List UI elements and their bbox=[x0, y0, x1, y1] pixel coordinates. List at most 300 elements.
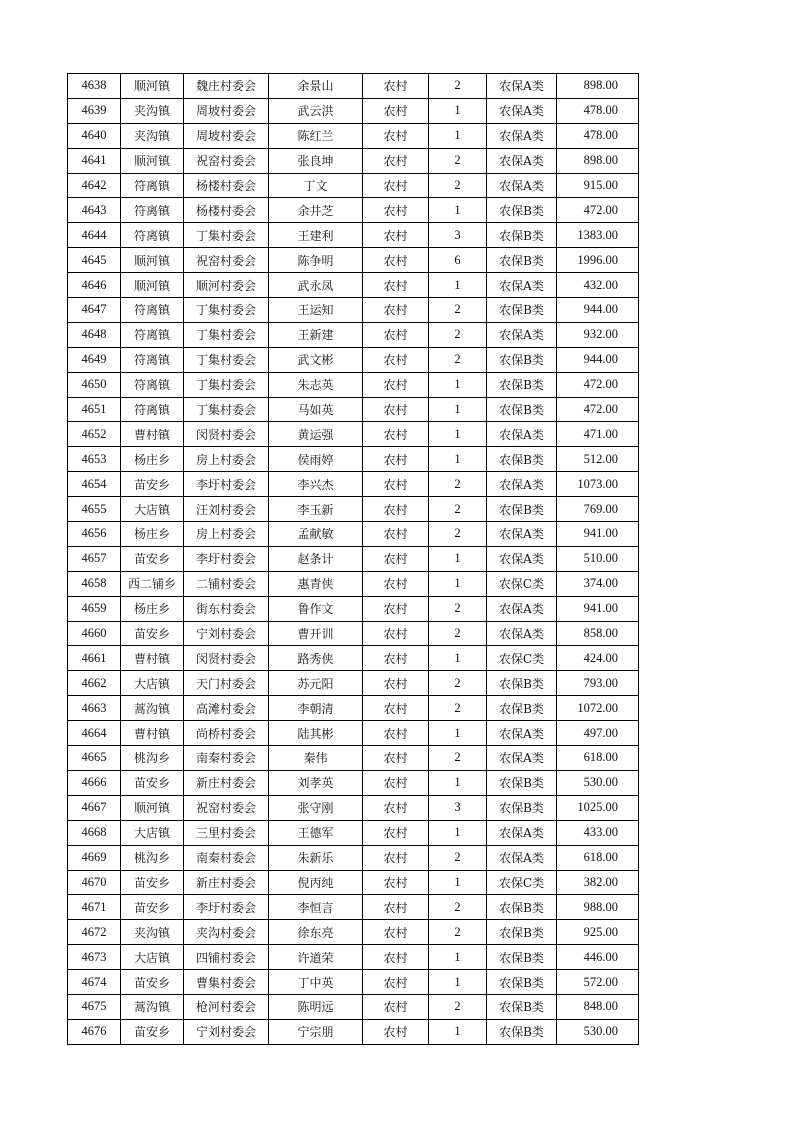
area-type-cell: 农村 bbox=[363, 671, 429, 696]
amount-cell: 471.00 bbox=[557, 422, 639, 447]
row-number-cell: 4661 bbox=[68, 646, 121, 671]
amount-cell: 618.00 bbox=[557, 845, 639, 870]
amount-cell: 510.00 bbox=[557, 546, 639, 571]
person-name-cell: 武云洪 bbox=[269, 98, 363, 123]
row-number-cell: 4646 bbox=[68, 273, 121, 298]
table-row bbox=[68, 472, 639, 497]
person-name-cell: 陈明远 bbox=[269, 994, 363, 1019]
town-cell: 符离镇 bbox=[121, 397, 184, 422]
amount-cell: 497.00 bbox=[557, 721, 639, 746]
household-size-cell: 1 bbox=[429, 447, 487, 472]
insurance-category-cell: 农保A类 bbox=[487, 173, 557, 198]
area-type-cell: 农村 bbox=[363, 347, 429, 372]
row-number-cell: 4655 bbox=[68, 497, 121, 522]
row-number-cell: 4643 bbox=[68, 198, 121, 223]
household-size-cell: 2 bbox=[429, 596, 487, 621]
amount-cell: 1996.00 bbox=[557, 248, 639, 273]
amount-cell: 898.00 bbox=[557, 148, 639, 173]
household-size-cell: 2 bbox=[429, 322, 487, 347]
row-number-cell: 4644 bbox=[68, 223, 121, 248]
town-cell: 蒿沟镇 bbox=[121, 994, 184, 1019]
person-name-cell: 王新建 bbox=[269, 322, 363, 347]
table-row bbox=[68, 248, 639, 273]
insurance-category-cell: 农保C类 bbox=[487, 571, 557, 596]
household-size-cell: 2 bbox=[429, 671, 487, 696]
area-type-cell: 农村 bbox=[363, 98, 429, 123]
row-number-cell: 4667 bbox=[68, 795, 121, 820]
row-number-cell: 4650 bbox=[68, 372, 121, 397]
household-size-cell: 2 bbox=[429, 497, 487, 522]
village-committee-cell: 南秦村委会 bbox=[184, 746, 269, 771]
insurance-category-cell: 农保A类 bbox=[487, 820, 557, 845]
person-name-cell: 李恒言 bbox=[269, 895, 363, 920]
row-number-cell: 4676 bbox=[68, 1019, 121, 1044]
area-type-cell: 农村 bbox=[363, 870, 429, 895]
person-name-cell: 陈红兰 bbox=[269, 123, 363, 148]
insurance-category-cell: 农保B类 bbox=[487, 1019, 557, 1044]
amount-cell: 618.00 bbox=[557, 746, 639, 771]
person-name-cell: 秦伟 bbox=[269, 746, 363, 771]
amount-cell: 793.00 bbox=[557, 671, 639, 696]
town-cell: 曹村镇 bbox=[121, 721, 184, 746]
village-committee-cell: 曹集村委会 bbox=[184, 970, 269, 995]
area-type-cell: 农村 bbox=[363, 522, 429, 547]
village-committee-cell: 二铺村委会 bbox=[184, 571, 269, 596]
person-name-cell: 孟献敏 bbox=[269, 522, 363, 547]
table-row bbox=[68, 1019, 639, 1044]
table-row bbox=[68, 746, 639, 771]
beneficiary-table bbox=[67, 73, 639, 1045]
household-size-cell: 2 bbox=[429, 994, 487, 1019]
village-committee-cell: 周坡村委会 bbox=[184, 123, 269, 148]
row-number-cell: 4649 bbox=[68, 347, 121, 372]
row-number-cell: 4673 bbox=[68, 945, 121, 970]
amount-cell: 478.00 bbox=[557, 98, 639, 123]
row-number-cell: 4641 bbox=[68, 148, 121, 173]
village-committee-cell: 汪刘村委会 bbox=[184, 497, 269, 522]
amount-cell: 446.00 bbox=[557, 945, 639, 970]
person-name-cell: 惠青侠 bbox=[269, 571, 363, 596]
area-type-cell: 农村 bbox=[363, 447, 429, 472]
village-committee-cell: 丁集村委会 bbox=[184, 322, 269, 347]
person-name-cell: 朱新乐 bbox=[269, 845, 363, 870]
town-cell: 顺河镇 bbox=[121, 74, 184, 99]
household-size-cell: 2 bbox=[429, 696, 487, 721]
amount-cell: 424.00 bbox=[557, 646, 639, 671]
insurance-category-cell: 农保A类 bbox=[487, 74, 557, 99]
insurance-category-cell: 农保A类 bbox=[487, 123, 557, 148]
table-row bbox=[68, 945, 639, 970]
household-size-cell: 2 bbox=[429, 746, 487, 771]
area-type-cell: 农村 bbox=[363, 571, 429, 596]
row-number-cell: 4658 bbox=[68, 571, 121, 596]
row-number-cell: 4645 bbox=[68, 248, 121, 273]
amount-cell: 1072.00 bbox=[557, 696, 639, 721]
household-size-cell: 2 bbox=[429, 148, 487, 173]
amount-cell: 769.00 bbox=[557, 497, 639, 522]
town-cell: 蒿沟镇 bbox=[121, 696, 184, 721]
person-name-cell: 陈争明 bbox=[269, 248, 363, 273]
village-committee-cell: 房上村委会 bbox=[184, 522, 269, 547]
insurance-category-cell: 农保A类 bbox=[487, 546, 557, 571]
area-type-cell: 农村 bbox=[363, 273, 429, 298]
person-name-cell: 黄运强 bbox=[269, 422, 363, 447]
area-type-cell: 农村 bbox=[363, 920, 429, 945]
person-name-cell: 武文彬 bbox=[269, 347, 363, 372]
table-row bbox=[68, 895, 639, 920]
village-committee-cell: 丁集村委会 bbox=[184, 347, 269, 372]
village-committee-cell: 房上村委会 bbox=[184, 447, 269, 472]
town-cell: 苗安乡 bbox=[121, 770, 184, 795]
table-row bbox=[68, 347, 639, 372]
household-size-cell: 1 bbox=[429, 273, 487, 298]
town-cell: 曹村镇 bbox=[121, 422, 184, 447]
town-cell: 夹沟镇 bbox=[121, 98, 184, 123]
household-size-cell: 3 bbox=[429, 795, 487, 820]
person-name-cell: 徐东亮 bbox=[269, 920, 363, 945]
person-name-cell: 马如英 bbox=[269, 397, 363, 422]
village-committee-cell: 丁集村委会 bbox=[184, 298, 269, 323]
row-number-cell: 4642 bbox=[68, 173, 121, 198]
table-row bbox=[68, 571, 639, 596]
person-name-cell: 李兴杰 bbox=[269, 472, 363, 497]
person-name-cell: 朱志英 bbox=[269, 372, 363, 397]
person-name-cell: 王运知 bbox=[269, 298, 363, 323]
person-name-cell: 许道荣 bbox=[269, 945, 363, 970]
household-size-cell: 1 bbox=[429, 820, 487, 845]
household-size-cell: 2 bbox=[429, 472, 487, 497]
town-cell: 符离镇 bbox=[121, 372, 184, 397]
insurance-category-cell: 农保A类 bbox=[487, 148, 557, 173]
area-type-cell: 农村 bbox=[363, 845, 429, 870]
insurance-category-cell: 农保B类 bbox=[487, 945, 557, 970]
amount-cell: 848.00 bbox=[557, 994, 639, 1019]
village-committee-cell: 夹沟村委会 bbox=[184, 920, 269, 945]
town-cell: 顺河镇 bbox=[121, 148, 184, 173]
town-cell: 顺河镇 bbox=[121, 248, 184, 273]
village-committee-cell: 四铺村委会 bbox=[184, 945, 269, 970]
household-size-cell: 1 bbox=[429, 870, 487, 895]
household-size-cell: 1 bbox=[429, 970, 487, 995]
household-size-cell: 1 bbox=[429, 123, 487, 148]
table-row bbox=[68, 273, 639, 298]
amount-cell: 472.00 bbox=[557, 372, 639, 397]
insurance-category-cell: 农保B类 bbox=[487, 920, 557, 945]
amount-cell: 944.00 bbox=[557, 347, 639, 372]
person-name-cell: 张良坤 bbox=[269, 148, 363, 173]
table-row bbox=[68, 322, 639, 347]
area-type-cell: 农村 bbox=[363, 472, 429, 497]
area-type-cell: 农村 bbox=[363, 298, 429, 323]
row-number-cell: 4659 bbox=[68, 596, 121, 621]
amount-cell: 941.00 bbox=[557, 522, 639, 547]
row-number-cell: 4651 bbox=[68, 397, 121, 422]
village-committee-cell: 天门村委会 bbox=[184, 671, 269, 696]
insurance-category-cell: 农保A类 bbox=[487, 322, 557, 347]
amount-cell: 530.00 bbox=[557, 770, 639, 795]
person-name-cell: 余景山 bbox=[269, 74, 363, 99]
row-number-cell: 4654 bbox=[68, 472, 121, 497]
village-committee-cell: 高滩村委会 bbox=[184, 696, 269, 721]
amount-cell: 1073.00 bbox=[557, 472, 639, 497]
village-committee-cell: 李圩村委会 bbox=[184, 472, 269, 497]
insurance-category-cell: 农保B类 bbox=[487, 447, 557, 472]
row-number-cell: 4656 bbox=[68, 522, 121, 547]
area-type-cell: 农村 bbox=[363, 945, 429, 970]
row-number-cell: 4675 bbox=[68, 994, 121, 1019]
household-size-cell: 1 bbox=[429, 646, 487, 671]
area-type-cell: 农村 bbox=[363, 721, 429, 746]
village-committee-cell: 祝窑村委会 bbox=[184, 795, 269, 820]
household-size-cell: 1 bbox=[429, 397, 487, 422]
area-type-cell: 农村 bbox=[363, 970, 429, 995]
town-cell: 苗安乡 bbox=[121, 895, 184, 920]
area-type-cell: 农村 bbox=[363, 546, 429, 571]
town-cell: 大店镇 bbox=[121, 820, 184, 845]
table-row bbox=[68, 397, 639, 422]
insurance-category-cell: 农保A类 bbox=[487, 472, 557, 497]
village-committee-cell: 祝窑村委会 bbox=[184, 148, 269, 173]
village-committee-cell: 丁集村委会 bbox=[184, 223, 269, 248]
insurance-category-cell: 农保A类 bbox=[487, 721, 557, 746]
insurance-category-cell: 农保B类 bbox=[487, 497, 557, 522]
person-name-cell: 丁中英 bbox=[269, 970, 363, 995]
row-number-cell: 4665 bbox=[68, 746, 121, 771]
household-size-cell: 1 bbox=[429, 198, 487, 223]
insurance-category-cell: 农保A类 bbox=[487, 422, 557, 447]
household-size-cell: 6 bbox=[429, 248, 487, 273]
table-row bbox=[68, 820, 639, 845]
row-number-cell: 4671 bbox=[68, 895, 121, 920]
row-number-cell: 4640 bbox=[68, 123, 121, 148]
household-size-cell: 2 bbox=[429, 347, 487, 372]
amount-cell: 941.00 bbox=[557, 596, 639, 621]
village-committee-cell: 顺河村委会 bbox=[184, 273, 269, 298]
town-cell: 苗安乡 bbox=[121, 970, 184, 995]
household-size-cell: 2 bbox=[429, 298, 487, 323]
amount-cell: 944.00 bbox=[557, 298, 639, 323]
town-cell: 曹村镇 bbox=[121, 646, 184, 671]
village-committee-cell: 新庄村委会 bbox=[184, 870, 269, 895]
amount-cell: 530.00 bbox=[557, 1019, 639, 1044]
person-name-cell: 陆其彬 bbox=[269, 721, 363, 746]
insurance-category-cell: 农保B类 bbox=[487, 372, 557, 397]
household-size-cell: 1 bbox=[429, 422, 487, 447]
row-number-cell: 4674 bbox=[68, 970, 121, 995]
household-size-cell: 2 bbox=[429, 895, 487, 920]
insurance-category-cell: 农保A类 bbox=[487, 845, 557, 870]
area-type-cell: 农村 bbox=[363, 74, 429, 99]
person-name-cell: 张守刚 bbox=[269, 795, 363, 820]
row-number-cell: 4652 bbox=[68, 422, 121, 447]
area-type-cell: 农村 bbox=[363, 621, 429, 646]
town-cell: 苗安乡 bbox=[121, 621, 184, 646]
town-cell: 符离镇 bbox=[121, 223, 184, 248]
table-row bbox=[68, 148, 639, 173]
town-cell: 西二铺乡 bbox=[121, 571, 184, 596]
household-size-cell: 1 bbox=[429, 945, 487, 970]
household-size-cell: 2 bbox=[429, 522, 487, 547]
table-row bbox=[68, 696, 639, 721]
village-committee-cell: 李圩村委会 bbox=[184, 546, 269, 571]
town-cell: 符离镇 bbox=[121, 347, 184, 372]
town-cell: 桃沟乡 bbox=[121, 746, 184, 771]
row-number-cell: 4638 bbox=[68, 74, 121, 99]
town-cell: 符离镇 bbox=[121, 322, 184, 347]
amount-cell: 1025.00 bbox=[557, 795, 639, 820]
person-name-cell: 李玉新 bbox=[269, 497, 363, 522]
household-size-cell: 1 bbox=[429, 372, 487, 397]
village-committee-cell: 祝窑村委会 bbox=[184, 248, 269, 273]
area-type-cell: 农村 bbox=[363, 198, 429, 223]
table-row bbox=[68, 671, 639, 696]
household-size-cell: 2 bbox=[429, 74, 487, 99]
town-cell: 苗安乡 bbox=[121, 870, 184, 895]
town-cell: 桃沟乡 bbox=[121, 845, 184, 870]
table-row bbox=[68, 596, 639, 621]
area-type-cell: 农村 bbox=[363, 223, 429, 248]
row-number-cell: 4670 bbox=[68, 870, 121, 895]
village-committee-cell: 三里村委会 bbox=[184, 820, 269, 845]
village-committee-cell: 新庄村委会 bbox=[184, 770, 269, 795]
town-cell: 大店镇 bbox=[121, 671, 184, 696]
amount-cell: 898.00 bbox=[557, 74, 639, 99]
household-size-cell: 3 bbox=[429, 223, 487, 248]
amount-cell: 858.00 bbox=[557, 621, 639, 646]
area-type-cell: 农村 bbox=[363, 497, 429, 522]
village-committee-cell: 街东村委会 bbox=[184, 596, 269, 621]
insurance-category-cell: 农保A类 bbox=[487, 522, 557, 547]
area-type-cell: 农村 bbox=[363, 646, 429, 671]
table-row bbox=[68, 173, 639, 198]
town-cell: 符离镇 bbox=[121, 173, 184, 198]
town-cell: 大店镇 bbox=[121, 497, 184, 522]
amount-cell: 512.00 bbox=[557, 447, 639, 472]
town-cell: 顺河镇 bbox=[121, 273, 184, 298]
amount-cell: 382.00 bbox=[557, 870, 639, 895]
town-cell: 苗安乡 bbox=[121, 472, 184, 497]
village-committee-cell: 闵贤村委会 bbox=[184, 422, 269, 447]
village-committee-cell: 宁刘村委会 bbox=[184, 621, 269, 646]
insurance-category-cell: 农保C类 bbox=[487, 870, 557, 895]
household-size-cell: 2 bbox=[429, 920, 487, 945]
insurance-category-cell: 农保B类 bbox=[487, 895, 557, 920]
area-type-cell: 农村 bbox=[363, 596, 429, 621]
insurance-category-cell: 农保B类 bbox=[487, 770, 557, 795]
household-size-cell: 1 bbox=[429, 546, 487, 571]
village-committee-cell: 枪河村委会 bbox=[184, 994, 269, 1019]
person-name-cell: 曹开训 bbox=[269, 621, 363, 646]
table-row bbox=[68, 123, 639, 148]
household-size-cell: 1 bbox=[429, 571, 487, 596]
area-type-cell: 农村 bbox=[363, 770, 429, 795]
insurance-category-cell: 农保B类 bbox=[487, 970, 557, 995]
town-cell: 大店镇 bbox=[121, 945, 184, 970]
area-type-cell: 农村 bbox=[363, 248, 429, 273]
table-row bbox=[68, 646, 639, 671]
insurance-category-cell: 农保B类 bbox=[487, 696, 557, 721]
area-type-cell: 农村 bbox=[363, 123, 429, 148]
insurance-category-cell: 农保B类 bbox=[487, 795, 557, 820]
area-type-cell: 农村 bbox=[363, 148, 429, 173]
table-row bbox=[68, 970, 639, 995]
table-row bbox=[68, 621, 639, 646]
person-name-cell: 路秀侠 bbox=[269, 646, 363, 671]
area-type-cell: 农村 bbox=[363, 1019, 429, 1044]
town-cell: 苗安乡 bbox=[121, 1019, 184, 1044]
table-row bbox=[68, 994, 639, 1019]
row-number-cell: 4653 bbox=[68, 447, 121, 472]
person-name-cell: 武永凤 bbox=[269, 273, 363, 298]
table-row bbox=[68, 198, 639, 223]
amount-cell: 932.00 bbox=[557, 322, 639, 347]
table-row bbox=[68, 522, 639, 547]
village-committee-cell: 闵贤村委会 bbox=[184, 646, 269, 671]
area-type-cell: 农村 bbox=[363, 820, 429, 845]
village-committee-cell: 宁刘村委会 bbox=[184, 1019, 269, 1044]
person-name-cell: 王德军 bbox=[269, 820, 363, 845]
area-type-cell: 农村 bbox=[363, 397, 429, 422]
row-number-cell: 4657 bbox=[68, 546, 121, 571]
town-cell: 符离镇 bbox=[121, 298, 184, 323]
person-name-cell: 王建利 bbox=[269, 223, 363, 248]
insurance-category-cell: 农保C类 bbox=[487, 646, 557, 671]
person-name-cell: 李朝清 bbox=[269, 696, 363, 721]
area-type-cell: 农村 bbox=[363, 895, 429, 920]
amount-cell: 433.00 bbox=[557, 820, 639, 845]
insurance-category-cell: 农保B类 bbox=[487, 248, 557, 273]
village-committee-cell: 丁集村委会 bbox=[184, 397, 269, 422]
area-type-cell: 农村 bbox=[363, 746, 429, 771]
insurance-category-cell: 农保B类 bbox=[487, 671, 557, 696]
village-committee-cell: 周坡村委会 bbox=[184, 98, 269, 123]
table-row bbox=[68, 920, 639, 945]
amount-cell: 374.00 bbox=[557, 571, 639, 596]
amount-cell: 915.00 bbox=[557, 173, 639, 198]
amount-cell: 472.00 bbox=[557, 397, 639, 422]
table-row bbox=[68, 422, 639, 447]
town-cell: 杨庄乡 bbox=[121, 522, 184, 547]
area-type-cell: 农村 bbox=[363, 994, 429, 1019]
row-number-cell: 4669 bbox=[68, 845, 121, 870]
person-name-cell: 苏元阳 bbox=[269, 671, 363, 696]
row-number-cell: 4639 bbox=[68, 98, 121, 123]
row-number-cell: 4660 bbox=[68, 621, 121, 646]
table-row bbox=[68, 721, 639, 746]
insurance-category-cell: 农保B类 bbox=[487, 198, 557, 223]
village-committee-cell: 尚桥村委会 bbox=[184, 721, 269, 746]
person-name-cell: 赵条计 bbox=[269, 546, 363, 571]
amount-cell: 1383.00 bbox=[557, 223, 639, 248]
person-name-cell: 倪丙纯 bbox=[269, 870, 363, 895]
table-row bbox=[68, 770, 639, 795]
town-cell: 苗安乡 bbox=[121, 546, 184, 571]
area-type-cell: 农村 bbox=[363, 795, 429, 820]
row-number-cell: 4647 bbox=[68, 298, 121, 323]
insurance-category-cell: 农保A类 bbox=[487, 746, 557, 771]
row-number-cell: 4672 bbox=[68, 920, 121, 945]
household-size-cell: 2 bbox=[429, 621, 487, 646]
household-size-cell: 2 bbox=[429, 173, 487, 198]
insurance-category-cell: 农保A类 bbox=[487, 596, 557, 621]
person-name-cell: 余井芝 bbox=[269, 198, 363, 223]
table-row bbox=[68, 546, 639, 571]
amount-cell: 988.00 bbox=[557, 895, 639, 920]
table-row bbox=[68, 870, 639, 895]
row-number-cell: 4662 bbox=[68, 671, 121, 696]
person-name-cell: 鲁作文 bbox=[269, 596, 363, 621]
town-cell: 顺河镇 bbox=[121, 795, 184, 820]
